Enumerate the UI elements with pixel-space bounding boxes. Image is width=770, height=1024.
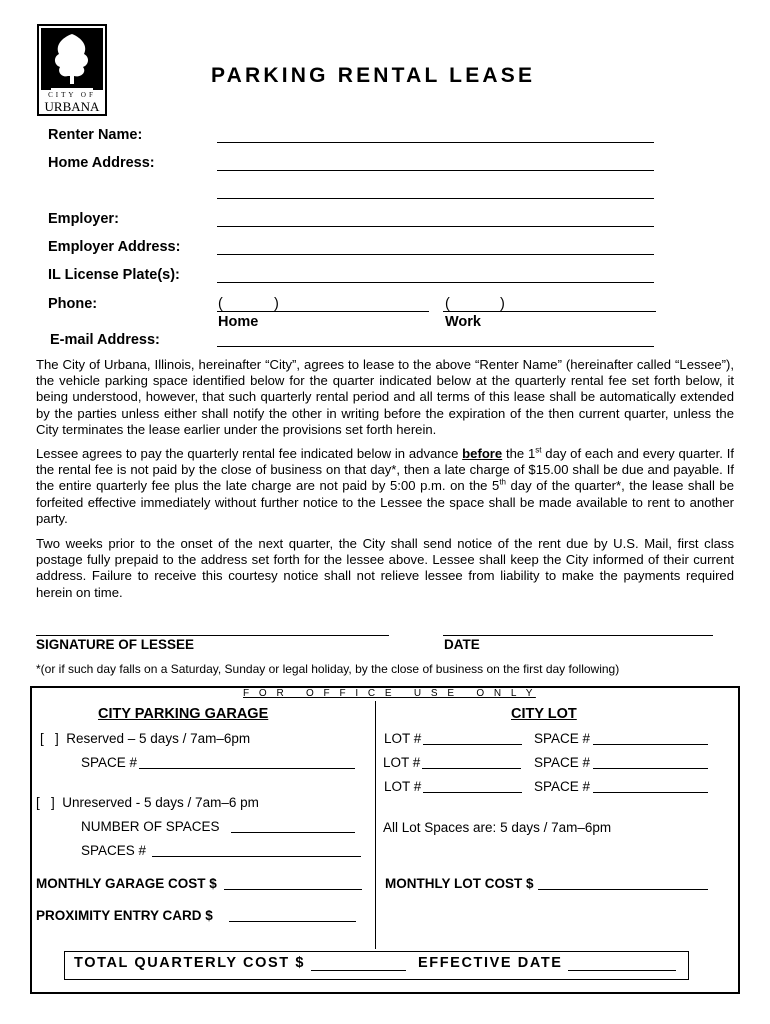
- employer-label: Employer:: [48, 211, 119, 227]
- lease-paragraph-3: Two weeks prior to the onset of the next quarter, the City shall send notice of the rent due by U.S. Mail, first class postage fully prepaid to the address set forth for the lessee above. Lessee shall keep the City informed of their current address. Failure to receive this courtesy notice shall not relieve lessee from liability to make the payments required herein on time.: [36, 536, 734, 600]
- p2-text-c: day of each and every quarter. If the rental fee is not paid by the close of business on that day*, then a late charge of $15.00 shall be due and payable. If the entire quarterly fee plus the late charge are not paid by 5:00 p.m. on the 5: [36, 446, 734, 494]
- effective-date-field[interactable]: [568, 970, 676, 971]
- monthly-lot-cost-field[interactable]: [538, 889, 708, 890]
- lot-space-field-2[interactable]: [593, 768, 708, 769]
- date-label: DATE: [444, 637, 480, 652]
- employer-field[interactable]: [217, 226, 654, 227]
- license-plate-field[interactable]: [217, 282, 654, 283]
- office-use-header: F O R O F F I C E U S E O N L Y: [243, 688, 536, 699]
- spaces-label: SPACES #: [81, 843, 147, 858]
- signature-label: SIGNATURE OF LESSEE: [36, 637, 195, 652]
- employer-address-field[interactable]: [217, 254, 654, 255]
- work-phone-close-paren: ): [500, 296, 505, 312]
- lot-number-field-2[interactable]: [422, 768, 521, 769]
- spaces-field[interactable]: [152, 856, 361, 857]
- monthly-garage-cost-label: MONTHLY GARAGE COST $: [36, 876, 217, 891]
- lot-number-label-3: LOT #: [384, 779, 422, 794]
- all-lot-spaces-note: All Lot Spaces are: 5 days / 7am–6pm: [383, 820, 612, 835]
- p2-text-b: the 1: [502, 446, 536, 461]
- page-title: PARKING RENTAL LEASE: [211, 64, 536, 87]
- renter-name-field[interactable]: [217, 142, 654, 143]
- phone-label: Phone:: [48, 296, 98, 312]
- monthly-lot-cost-label: MONTHLY LOT COST $: [385, 876, 534, 891]
- lot-space-label-2: SPACE #: [534, 755, 591, 770]
- work-phone-field[interactable]: [443, 311, 656, 312]
- lot-number-field-3[interactable]: [423, 792, 522, 793]
- home-phone-caption: Home: [218, 314, 259, 330]
- lot-title: CITY LOT: [511, 706, 577, 722]
- lot-space-field-3[interactable]: [593, 792, 708, 793]
- monthly-garage-cost-field[interactable]: [224, 889, 362, 890]
- number-of-spaces-field[interactable]: [231, 832, 355, 833]
- total-quarterly-cost-label: TOTAL QUARTERLY COST $: [74, 955, 305, 971]
- lot-number-label-1: LOT #: [384, 731, 422, 746]
- renter-name-label: Renter Name:: [48, 127, 143, 143]
- garage-space-label: SPACE #: [81, 755, 138, 770]
- email-label: E-mail Address:: [50, 332, 160, 348]
- reserved-option[interactable]: [ ] Reserved – 5 days / 7am–6pm: [40, 731, 251, 746]
- employer-address-label: Employer Address:: [48, 239, 181, 255]
- lot-number-field-1[interactable]: [423, 744, 522, 745]
- lease-paragraph-1: The City of Urbana, Illinois, hereinafter “City”, agrees to lease to the above “Renter Name” (hereinafter called “Lessee”), the vehicle parking space identified below for the quarter indicated below at the quarterly rental fee set forth below, it being understood, however, that such quarterly rental period and all terms of this lease shall be automatically extended by the parties unless either shall notify the other in writing before the expiration of the then current quarter, unless the City terminates the lease earlier under the provisions set forth herein.: [36, 357, 734, 437]
- garage-title: CITY PARKING GARAGE: [98, 706, 269, 722]
- logo-text-top: CITY OF: [48, 91, 96, 99]
- logo-text-bottom: URBANA: [44, 99, 100, 114]
- home-phone-open-paren: (: [218, 296, 223, 312]
- garage-space-field[interactable]: [139, 768, 355, 769]
- home-phone-close-paren: ): [274, 296, 279, 312]
- p2-th: th: [499, 478, 506, 488]
- city-logo: [37, 24, 107, 116]
- work-phone-caption: Work: [445, 314, 481, 330]
- lot-number-label-2: LOT #: [383, 755, 421, 770]
- p2-before: before: [462, 446, 503, 461]
- lot-space-field-1[interactable]: [593, 744, 708, 745]
- email-field[interactable]: [217, 346, 654, 347]
- office-divider: [375, 701, 376, 949]
- date-field[interactable]: [443, 635, 713, 636]
- p2-text-d: day of the quarter*, the lease shall be forfeited effective immediately without further notice to the Lessee the space shall be made available to rent to another party.: [36, 478, 734, 526]
- home-address-field[interactable]: [217, 170, 654, 171]
- proximity-card-label: PROXIMITY ENTRY CARD $: [36, 908, 213, 923]
- lease-paragraph-2: [36, 446, 734, 527]
- unreserved-option[interactable]: [ ] Unreserved - 5 days / 7am–6 pm: [36, 795, 259, 810]
- home-address-field-2[interactable]: [217, 198, 654, 199]
- proximity-card-field[interactable]: [229, 921, 356, 922]
- license-plate-label: IL License Plate(s):: [48, 267, 180, 283]
- lot-space-label-3: SPACE #: [534, 779, 591, 794]
- signature-field[interactable]: [36, 635, 389, 636]
- home-phone-field[interactable]: [217, 311, 429, 312]
- number-of-spaces-label: NUMBER OF SPACES: [81, 819, 220, 834]
- effective-date-label: EFFECTIVE DATE: [418, 955, 563, 971]
- p2-st: st: [535, 445, 542, 455]
- total-quarterly-cost-field[interactable]: [311, 970, 406, 971]
- home-address-label: Home Address:: [48, 155, 155, 171]
- p2-text-a: Lessee agrees to pay the quarterly rental fee indicated below in advance: [36, 446, 463, 461]
- lot-space-label-1: SPACE #: [534, 731, 591, 746]
- footnote: *(or if such day falls on a Saturday, Sunday or legal holiday, by the close of business on the first day following): [36, 662, 620, 676]
- work-phone-open-paren: (: [445, 296, 450, 312]
